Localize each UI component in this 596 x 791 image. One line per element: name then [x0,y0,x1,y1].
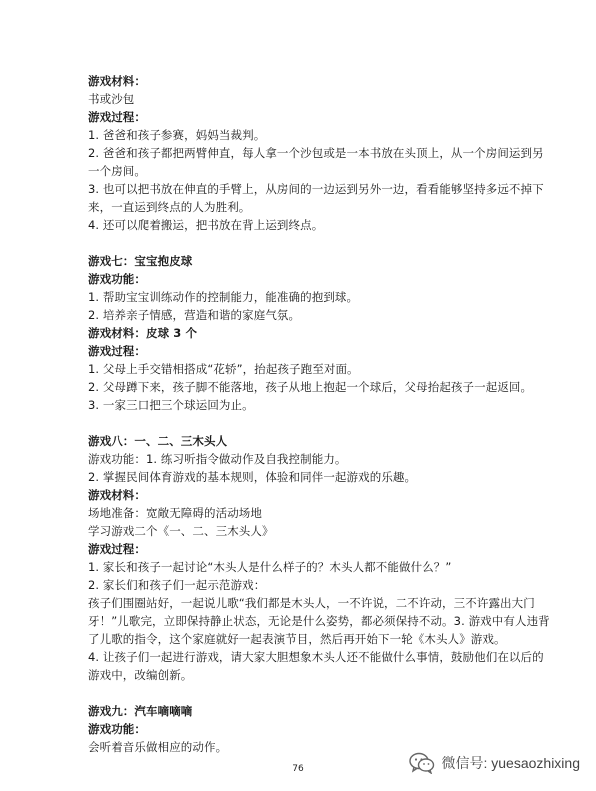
text-line: 一个房间。 [88,164,146,178]
text-line: 会听着音乐做相应的动作。 [88,740,228,754]
paragraph-gap [88,234,528,252]
text-line: 2. 掌握民间体育游戏的基本规则，体验和同伴一起游戏的乐趣。 [88,470,417,484]
text-line: 2. 父母蹲下来，孩子脚不能落地，孩子从地上抱起一个球后，父母抬起孩子一起返回。 [88,380,533,394]
text-line: 1. 家长和孩子一起讨论“木头人是什么样子的？木头人都不能做什么？” [88,560,452,574]
text-line: 1. 爸爸和孩子参赛，妈妈当裁判。 [88,128,266,142]
text-line: 3. 一家三口把三个球运回为止。 [88,398,254,412]
text-line: 书或沙包 [88,92,135,106]
text-line: 1. 帮助宝宝训练动作的控制能力，能准确的抱到球。 [88,290,359,304]
paragraph-gap [88,414,528,432]
text-line: 了儿歌的指令，这个家庭就好一起表演节目，然后再开始下一轮《木头人》游戏。 [88,632,506,646]
paragraph-gap [88,684,528,702]
section-heading: 游戏功能： [88,722,146,736]
section-heading: 游戏材料： [88,74,146,88]
text-line: 4. 让孩子们一起进行游戏，请大家大胆想象木头人还不能做什么事情，鼓励他们在以后的 [88,650,544,664]
section-heading: 游戏八：一、二、三木头人 [88,434,228,448]
text-line: 游戏功能：1. 练习听指令做动作及自我控制能力。 [88,452,347,466]
wechat-watermark [409,752,580,774]
section-heading: 游戏过程： [88,542,146,556]
text-line: 牙！”儿歌完，立即保持静止状态，无论是什么姿势，都必须保持不动。3. 游戏中有人违背 [88,614,550,628]
text-line: 学习游戏二个《一、二、三木头人》 [88,524,274,538]
section-heading: 游戏过程： [88,110,146,124]
wechat-id-label: 微信号: yuesaozhixing [441,755,580,771]
text-line: 场地准备：宽敞无障碍的活动场地 [88,506,262,520]
document-body [88,72,550,756]
page-number: 76 [292,764,304,774]
section-heading: 游戏材料： [88,488,146,502]
text-line: 3. 也可以把书放在伸直的手臂上，从房间的一边运到另外一边，看看能够坚持多远不掉下 [88,182,544,196]
text-line: 4. 还可以爬着搬运，把书放在背上运到终点。 [88,218,324,232]
text-line: 2. 家长们和孩子们一起示范游戏： [88,578,266,592]
text-line: 游戏中，改编创新。 [88,668,193,682]
text-line: 1. 父母上手交错相搭成“花轿”，抬起孩子跑至对面。 [88,362,359,376]
wechat-icon [409,752,435,774]
text-line: 2. 爸爸和孩子都把两臂伸直，每人拿一个沙包或是一本书放在头顶上，从一个房间运到另 [88,146,544,160]
section-heading: 游戏功能： [88,272,146,286]
text-line: 孩子们围圈站好，一起说儿歌“我们都是木头人，一不许说，二不许动，三不许露出大门 [88,596,535,610]
text-line: 2. 培养亲子情感，营造和谐的家庭气氛。 [88,308,301,322]
section-heading: 游戏材料：皮球 3 个 [88,326,198,340]
section-heading: 游戏七：宝宝抱皮球 [88,254,193,268]
section-heading: 游戏过程： [88,344,146,358]
text-line: 来，一直运到终点的人为胜利。 [88,200,251,214]
section-heading: 游戏九：汽车嘀嘀嘀 [88,704,193,718]
